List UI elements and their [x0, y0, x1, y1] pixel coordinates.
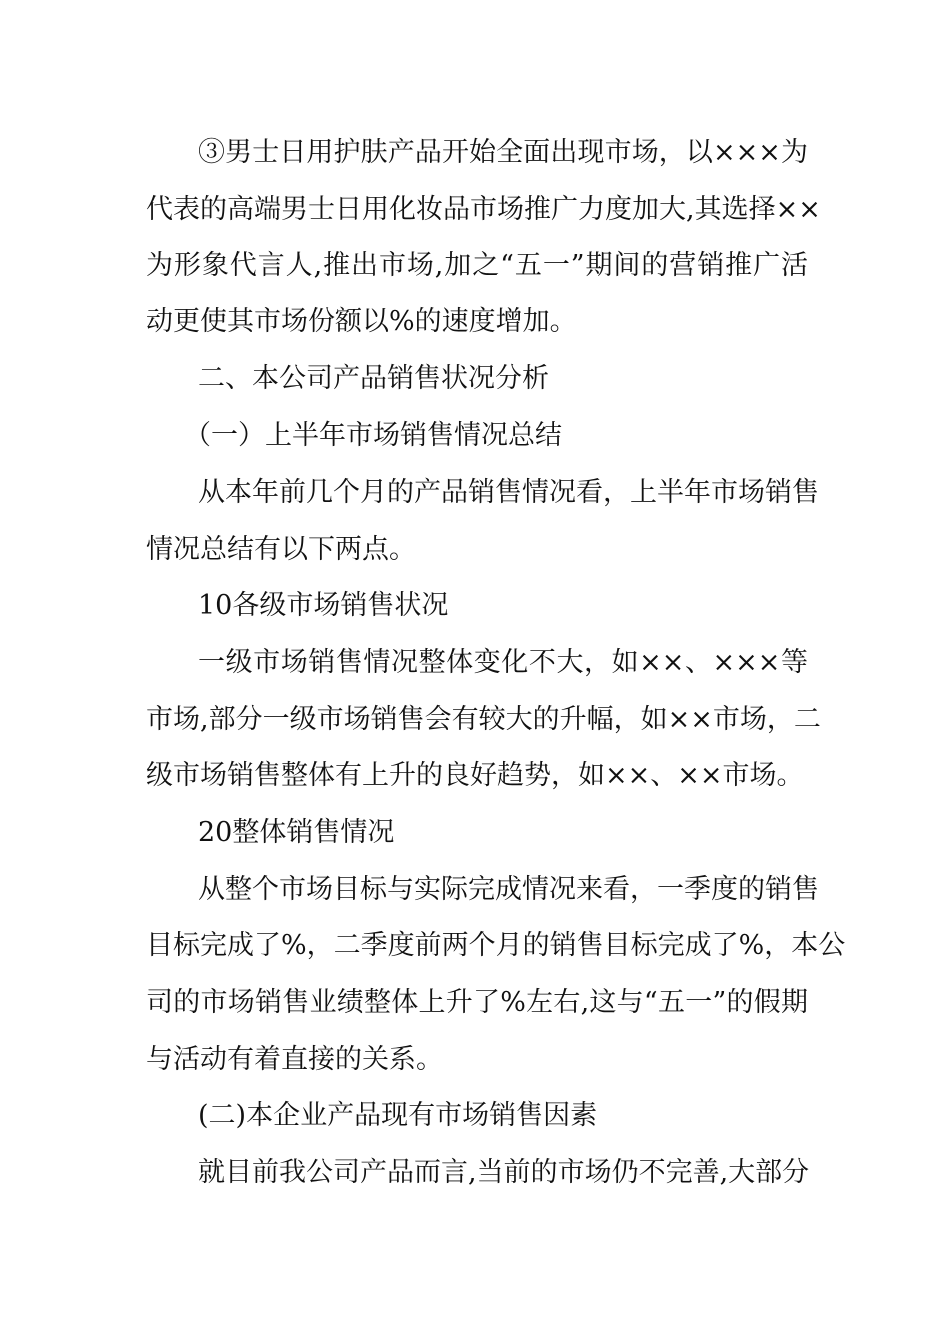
section-heading: 二、本公司产品销售状况分析 [198, 363, 549, 394]
paragraph-line: 就目前我公司产品而言,当前的市场仍不完善,大部分 [198, 1157, 810, 1188]
item-heading: 10各级市场销售状况 [198, 590, 449, 621]
paragraph-line: 动更使其市场份额以%的速度增加。 [146, 306, 577, 337]
paragraph-line: 目标完成了%，二季度前两个月的销售目标完成了%，本公 [146, 930, 846, 961]
paragraph-line: 级市场销售整体有上升的良好趋势，如××、××市场。 [146, 760, 804, 791]
paragraph-line: 代表的高端男士日用化妆品市场推广力度加大,其选择×× [146, 194, 821, 225]
paragraph-line: ③男士日用护肤产品开始全面出现市场，以×××为 [198, 137, 808, 168]
paragraph-line: 从整个市场目标与实际完成情况来看，一季度的销售 [198, 874, 819, 905]
paragraph-line: 一级市场销售情况整体变化不大，如××、×××等 [198, 647, 808, 678]
paragraph-line: 情况总结有以下两点。 [146, 534, 416, 565]
item-heading: 20整体销售情况 [198, 817, 395, 848]
paragraph-line: 司的市场销售业绩整体上升了%左右,这与“五一”的假期 [146, 987, 808, 1018]
paragraph-line: 市场,部分一级市场销售会有较大的升幅，如××市场，二 [146, 704, 821, 735]
subsection-heading: （一）上半年市场销售情况总结 [184, 420, 562, 451]
paragraph-line: 从本年前几个月的产品销售情况看，上半年市场销售 [198, 477, 819, 508]
subsection-heading: (二)本企业产品现有市场销售因素 [198, 1100, 598, 1131]
paragraph-line: 为形象代言人,推出市场,加之“五一”期间的营销推广活 [146, 250, 808, 281]
paragraph-line: 与活动有着直接的关系。 [146, 1044, 443, 1075]
